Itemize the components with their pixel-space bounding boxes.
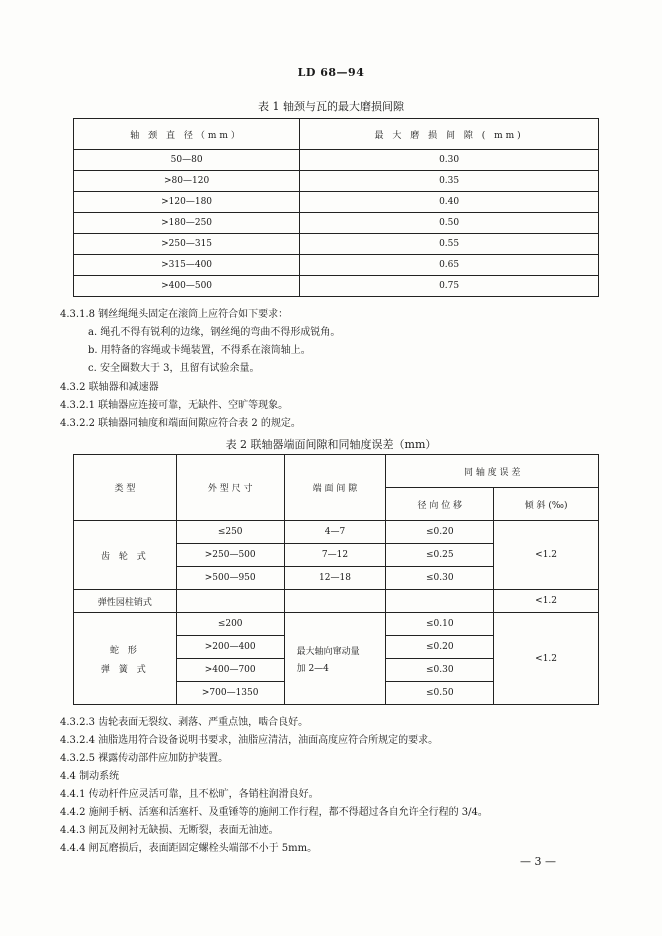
- table-cell: 0.75: [300, 276, 599, 297]
- document-id: LD 68—94: [297, 66, 365, 79]
- table-cell: [176, 590, 284, 613]
- snake-tilt-cell: <1.2: [494, 613, 599, 705]
- header-type: 类 型: [74, 455, 177, 521]
- paragraph: 4.3.2.5 裸露传动部件应加防护装置。: [60, 753, 229, 764]
- section-44-title: 4.4 制动系统: [60, 771, 120, 782]
- section-432-title: 4.3.2 联轴器和减速器: [60, 382, 159, 393]
- table-cell: >400—500: [74, 276, 300, 297]
- table-cell: 0.50: [300, 213, 599, 234]
- table-header-cell: 最 大 磨 损 间 隙 ( mm): [300, 119, 599, 150]
- table-cell: ≤200: [176, 613, 284, 636]
- table-cell: 0.55: [300, 234, 599, 255]
- table-header-cell: 轴 颈 直 径（mm）: [74, 119, 300, 150]
- snake-type-line2: 弹 簧 式: [101, 664, 149, 675]
- table-cell: ≤0.10: [386, 613, 494, 636]
- table-row: [74, 150, 599, 171]
- snake-gap-line1: 最大轴向窜动量: [296, 646, 360, 657]
- table-cell: >250—315: [74, 234, 300, 255]
- table-row: [74, 234, 599, 255]
- section-4318-title: 4.3.1.8 钢丝绳绳头固定在滚筒上应符合如下要求：: [60, 309, 289, 320]
- paragraph: 4.4.3 闸瓦及闸衬无缺损、无断裂，表面无油迹。: [60, 825, 279, 836]
- table-cell: 4—7: [284, 521, 386, 544]
- table-row: [74, 276, 599, 297]
- table-cell: [284, 590, 386, 613]
- table-cell: [386, 590, 494, 613]
- snake-type-line1: 蛇 形: [109, 645, 140, 656]
- pin-tilt-cell: <1.2: [494, 590, 599, 613]
- table-cell: >500—950: [176, 567, 284, 590]
- table-cell: 0.40: [300, 192, 599, 213]
- paragraph: 4.4.4 闸瓦磨损后，表面距固定螺栓头端部不小于 5mm。: [60, 843, 318, 854]
- list-item: c. 安全圈数大于 3，且留有试验余量。: [88, 363, 260, 374]
- table-row: [74, 590, 599, 613]
- header-size: 外 型 尺 寸: [176, 455, 284, 521]
- table-row: [74, 192, 599, 213]
- list-item: b. 用特备的容绳或卡绳装置，不得系在滚筒轴上。: [88, 345, 311, 356]
- list-item: 4.3.2.1 联轴器应连接可靠，无缺件、空旷等现象。: [60, 400, 289, 411]
- paragraph: 4.4.1 传动杆件应灵活可靠，且不松旷，各销柱润滑良好。: [60, 789, 319, 800]
- header-radial: 径 向 位 移: [386, 488, 494, 521]
- header-gap: 端 面 间 隙: [284, 455, 386, 521]
- table-cell: ≤0.30: [386, 659, 494, 682]
- gear-type-cell: 齿 轮 式: [74, 521, 177, 590]
- pin-type-cell: 弹性园柱销式: [74, 590, 177, 613]
- table-cell: >250—500: [176, 544, 284, 567]
- table-row: [74, 171, 599, 192]
- table-row: [74, 255, 599, 276]
- header-coaxial: 同 轴 度 误 差: [386, 455, 599, 488]
- table-cell: 0.35: [300, 171, 599, 192]
- table-cell: >700—1350: [176, 682, 284, 705]
- table-header-row: [74, 455, 599, 488]
- table-cell: ≤0.30: [386, 567, 494, 590]
- snake-gap-cell: [284, 613, 386, 705]
- gear-tilt-cell: <1.2: [494, 521, 599, 590]
- table-row: [74, 213, 599, 234]
- table-cell: >120—180: [74, 192, 300, 213]
- table2-caption: 表 2 联轴器端面间隙和同轴度误差（mm）: [225, 438, 437, 451]
- table-cell: 7—12: [284, 544, 386, 567]
- table-cell: >400—700: [176, 659, 284, 682]
- table-cell: 0.30: [300, 150, 599, 171]
- table-cell: ≤250: [176, 521, 284, 544]
- paragraph: 4.3.2.4 油脂选用符合设备说明书要求，油脂应清洁，油面高度应符合所规定的要求。: [60, 735, 439, 746]
- table-cell: 50—80: [74, 150, 300, 171]
- table-cell: >80—120: [74, 171, 300, 192]
- table-cell: >315—400: [74, 255, 300, 276]
- table-cell: >180—250: [74, 213, 300, 234]
- snake-gap-line2: 加 2—4: [296, 663, 329, 674]
- table-row: [74, 613, 599, 636]
- paragraph: 4.4.2 施闸手柄、活塞和活塞杆、及重锤等的施闸工作行程，都不得超过各自允许全行程的 3/4。: [60, 807, 488, 818]
- list-item: 4.3.2.2 联轴器同轴度和端面间隙应符合表 2 的规定。: [60, 418, 301, 429]
- header-tilt: 倾 斜 (‰): [494, 488, 599, 521]
- table-header-row: [74, 119, 599, 150]
- table-cell: ≤0.25: [386, 544, 494, 567]
- table-cell: 12—18: [284, 567, 386, 590]
- snake-type-cell: [74, 613, 177, 705]
- coupling-tolerance-table: [73, 454, 599, 705]
- table-cell: 0.65: [300, 255, 599, 276]
- page-number: — 3 —: [520, 855, 556, 868]
- table-cell: ≤0.50: [386, 682, 494, 705]
- table-cell: ≤0.20: [386, 521, 494, 544]
- list-item: a. 绳孔不得有锐利的边缘，钢丝绳的弯曲不得形成锐角。: [88, 327, 341, 338]
- paragraph: 4.3.2.3 齿轮表面无裂纹、剥落、严重点蚀，啮合良好。: [60, 717, 309, 728]
- table-cell: ≤0.20: [386, 636, 494, 659]
- table-row: [74, 521, 599, 544]
- table-cell: >200—400: [176, 636, 284, 659]
- table1-caption: 表 1 轴颈与瓦的最大磨损间隙: [258, 100, 404, 113]
- wear-gap-table: [73, 118, 599, 297]
